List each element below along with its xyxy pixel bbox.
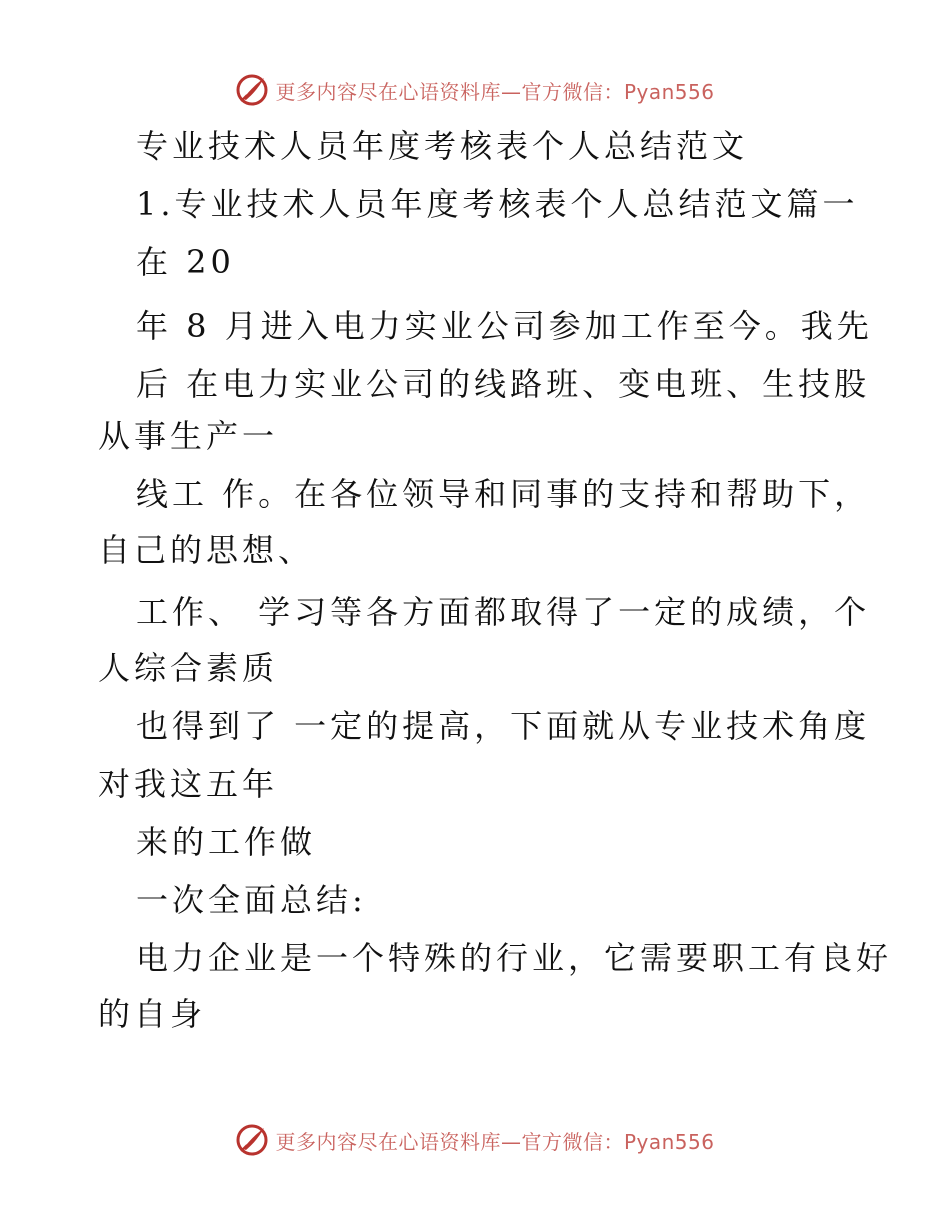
watermark-text: 更多内容尽在心语资料库—官方微信：Pyan556 <box>275 79 715 104</box>
text-line: 从事生产一 <box>98 417 279 455</box>
quill-logo-icon <box>235 1123 269 1157</box>
text-line: 一次全面总结: <box>136 881 367 919</box>
footer-watermark <box>0 1120 950 1160</box>
text-line: 人综合素质 <box>98 649 279 687</box>
text-line: 自己的思想、 <box>98 531 315 569</box>
text-line: 后 在电力实业公司的线路班、变电班、生技股 <box>136 365 871 403</box>
header-watermark <box>0 70 950 110</box>
text-line: 电力企业是一个特殊的行业，它需要职工有良好 <box>136 939 893 977</box>
text-line: 来的工作做 <box>136 823 317 861</box>
text-line: 的自身 <box>98 995 207 1033</box>
section-heading: 1.专业技术人员年度考核表个人总结范文篇一 <box>136 185 859 223</box>
quill-logo-icon <box>235 73 269 107</box>
document-title: 专业技术人员年度考核表个人总结范文 <box>136 127 749 165</box>
text-line: 工作、 学习等各方面都取得了一定的成绩，个 <box>136 593 871 631</box>
text-line: 年 8 月进入电力实业公司参加工作至今。我先 <box>136 307 873 345</box>
watermark-text: 更多内容尽在心语资料库—官方微信：Pyan556 <box>275 1129 715 1154</box>
text-line: 对我这五年 <box>98 765 279 803</box>
text-line: 也得到了 一定的提高，下面就从专业技术角度 <box>136 707 871 745</box>
text-line: 在 20 <box>136 243 235 281</box>
text-line: 线工 作。在各位领导和同事的支持和帮助下， <box>136 475 871 513</box>
